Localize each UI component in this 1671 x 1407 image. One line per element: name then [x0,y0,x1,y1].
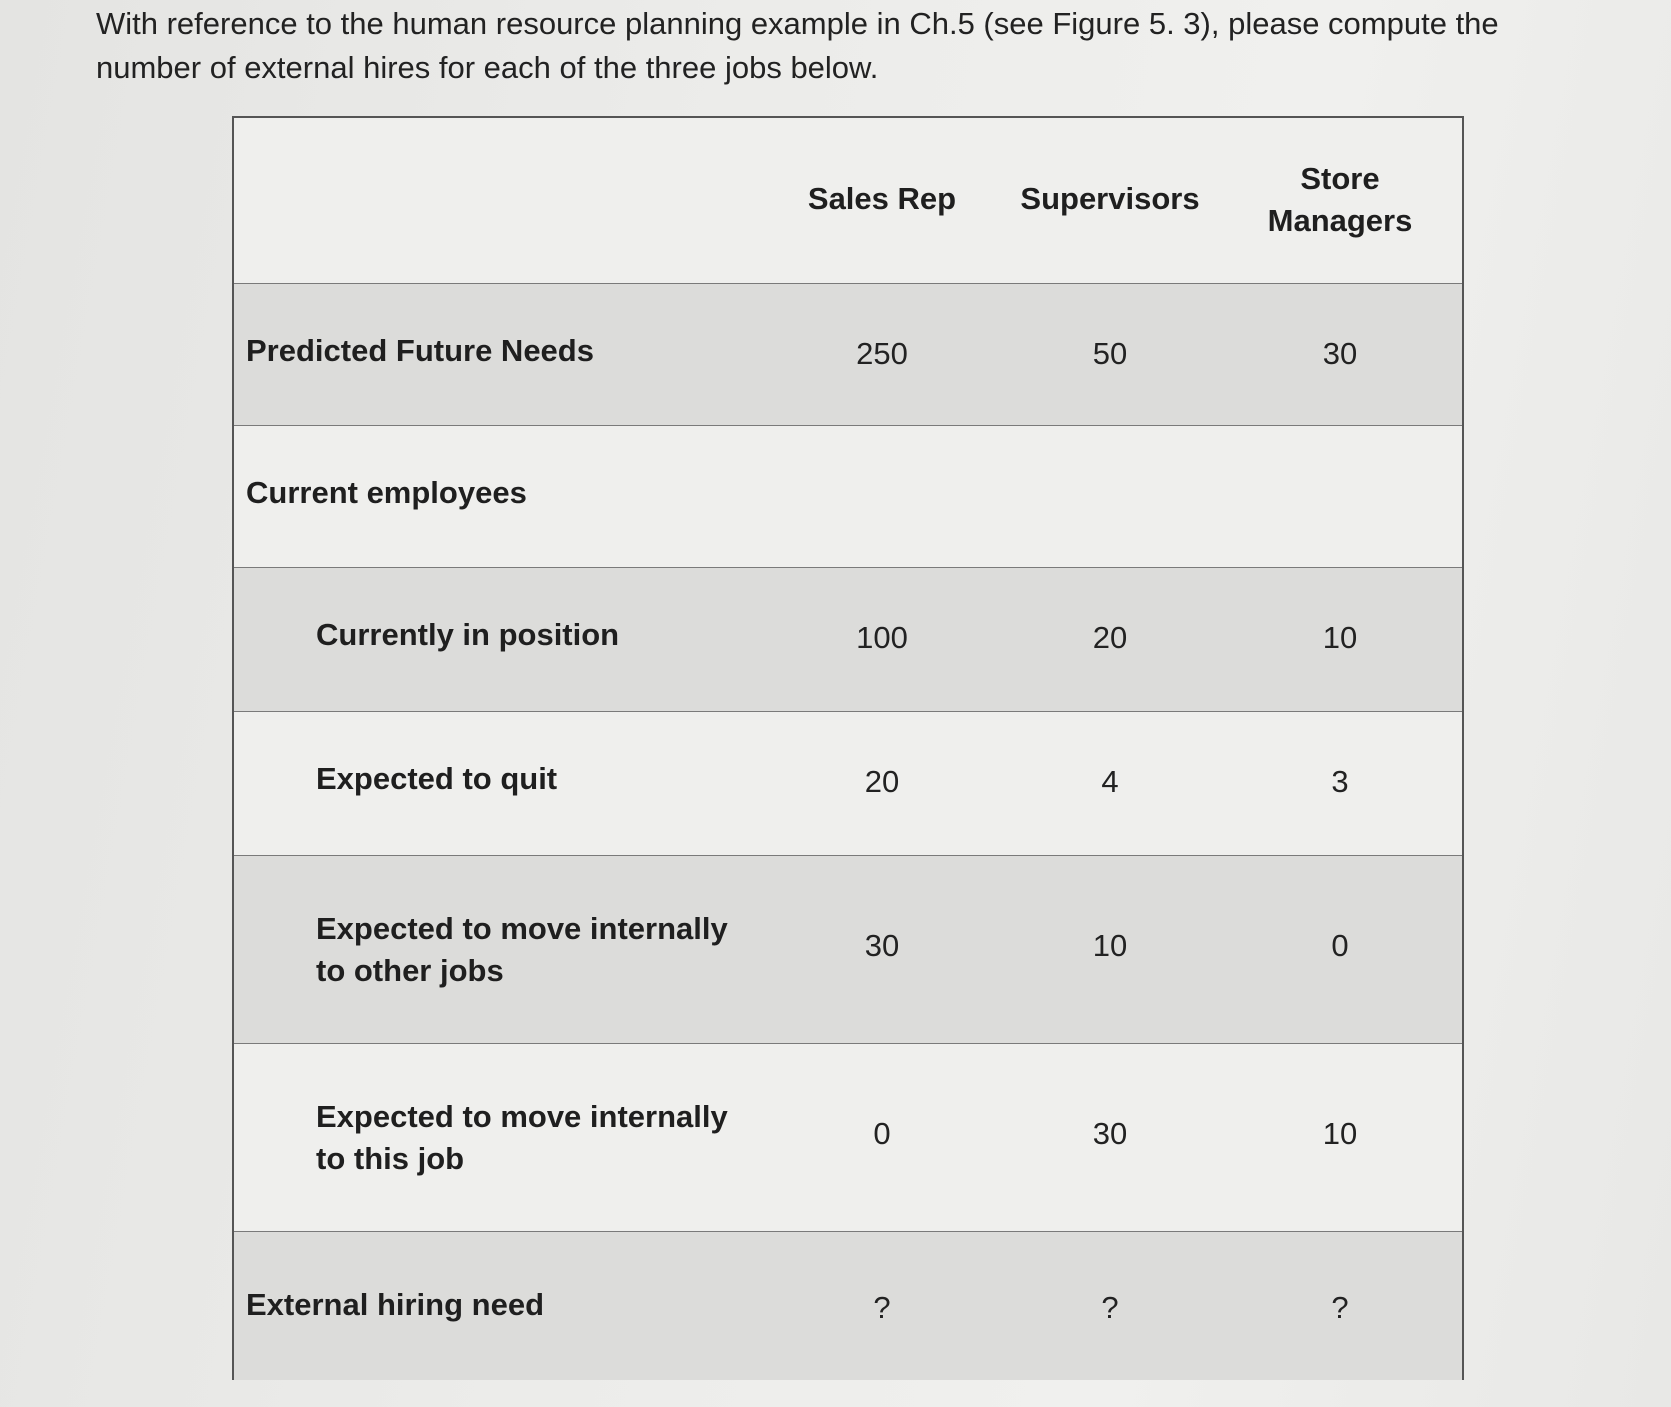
cell-supervisors: 10 [1092,928,1128,963]
cell-sales-rep: 30 [864,928,900,963]
cell-store-managers: 0 [1331,928,1349,963]
row-label: Expected to quit [316,761,558,796]
table-row-expected-to-quit [234,712,1462,856]
cell-sales-rep: 100 [856,620,908,655]
cell-store-managers: ? [1331,1290,1349,1325]
cell-supervisors: 4 [1101,764,1119,799]
table-row-currently-in-position [234,568,1462,712]
cell-store-managers: 30 [1322,336,1358,371]
cell-supervisors: ? [1101,1290,1119,1325]
row-label: Currently in position [316,617,620,652]
cell-store-managers: 3 [1331,764,1349,799]
cell-store-managers: 10 [1322,620,1358,655]
hr-planning-table [232,116,1464,1380]
cell-supervisors: 50 [1092,336,1128,371]
cell-sales-rep: ? [873,1290,891,1325]
table-row-external-hiring-need [234,1232,1462,1380]
column-header-store-managers: Store Managers [1267,161,1413,238]
cell-sales-rep: 0 [873,1116,891,1151]
row-label: Expected to move internally to this job [316,1099,728,1176]
table-header-row [234,118,1462,284]
cell-supervisors: 20 [1092,620,1128,655]
column-header-supervisors: Supervisors [1020,181,1200,216]
table-row-move-to-this-job [234,1044,1462,1232]
question-text: With reference to the human resource planning example in Ch.5 (see Figure 5. 3), please compute the number of external hires for each of the three jobs below. [96,6,1499,85]
cell-sales-rep: 20 [864,764,900,799]
cell-supervisors: 30 [1092,1116,1128,1151]
row-label: External hiring need [246,1287,545,1322]
table-row-move-to-other-jobs [234,856,1462,1044]
row-label: Expected to move internally to other jobs [316,911,728,988]
row-label: Current employees [246,475,527,510]
table-row-current-employees [234,426,1462,568]
column-header-sales-rep: Sales Rep [807,181,957,216]
row-label: Predicted Future Needs [246,333,594,368]
cell-sales-rep: 250 [856,336,908,371]
cell-store-managers: 10 [1322,1116,1358,1151]
table-row-predicted-future-needs [234,284,1462,426]
